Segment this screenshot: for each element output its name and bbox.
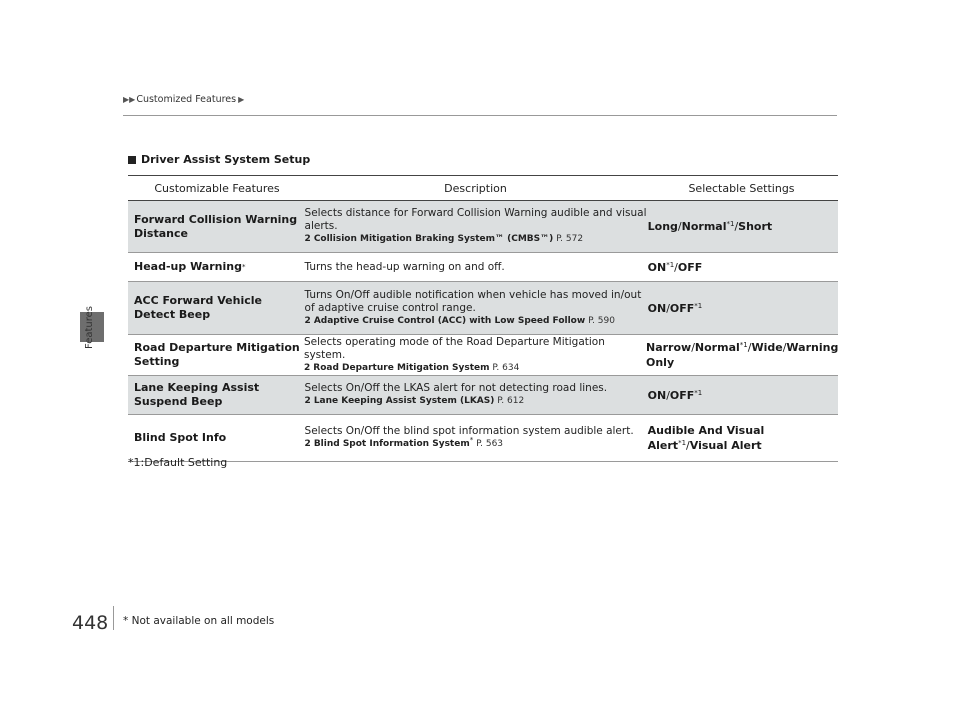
feature-name: Lane Keeping Assist Suspend Beep xyxy=(134,381,260,408)
setting-separator: / xyxy=(734,220,739,233)
feature-name: Head-up Warning * xyxy=(134,260,246,273)
reference-page: P. 590 xyxy=(588,315,615,326)
description-text: Turns On/Off audible notification when vehicle has moved in/out of adaptive cruise control range. xyxy=(304,288,642,314)
reference-page: P. 572 xyxy=(556,234,584,244)
setting-separator: / xyxy=(782,341,787,354)
table-row xyxy=(128,201,838,253)
settings-text xyxy=(648,260,703,275)
availability-mark: * xyxy=(469,436,474,444)
setting-option: OFF xyxy=(669,301,695,315)
reference-link[interactable] xyxy=(305,395,648,408)
selectable-settings xyxy=(646,335,838,375)
settings-text xyxy=(648,423,838,453)
feature-description xyxy=(305,201,648,252)
settings-text xyxy=(648,301,703,316)
table-row xyxy=(128,376,838,415)
reference-icon: 2 xyxy=(304,362,311,373)
setting-separator: / xyxy=(691,341,695,354)
section-title-text: Driver Assist System Setup xyxy=(141,153,311,166)
reference-link[interactable] xyxy=(305,438,648,451)
selectable-settings xyxy=(648,282,838,334)
setting-separator: / xyxy=(674,260,678,274)
reference-icon: 2 xyxy=(304,234,311,244)
setting-separator: / xyxy=(686,439,690,452)
feature-name-text: Head-up Warning xyxy=(134,260,242,273)
setting-option: Short xyxy=(738,220,773,233)
header-rule xyxy=(123,115,837,116)
reference-title: Road Departure Mitigation System xyxy=(313,362,490,373)
reference-icon: 2 xyxy=(304,315,311,326)
setting-option: Normal xyxy=(694,341,740,354)
selectable-settings xyxy=(648,376,838,414)
feature-description xyxy=(305,376,648,414)
table-header xyxy=(128,175,838,201)
feature-description xyxy=(305,282,648,334)
setting-option: ON xyxy=(647,388,667,402)
reference-title: Lane Keeping Assist System (LKAS) xyxy=(313,396,495,406)
breadcrumb xyxy=(123,94,245,105)
description-text: Selects distance for Forward Collision Warning audible and visual alerts. xyxy=(304,207,647,232)
setting-option: Long xyxy=(647,220,678,233)
column-header-features: Customizable Features xyxy=(154,181,280,195)
description-text: Turns the head-up warning on and off. xyxy=(304,260,505,273)
settings-table xyxy=(128,175,838,462)
default-setting-note: *1:Default Setting xyxy=(128,456,228,469)
reference-icon: 2 xyxy=(304,439,311,449)
setting-option: OFF xyxy=(669,388,695,402)
breadcrumb-link[interactable]: Customized Features xyxy=(136,94,237,105)
reference-title: Collision Mitigation Braking System™ (CMBS™) xyxy=(313,234,554,244)
feature-name: Blind Spot Info xyxy=(134,431,227,444)
column-header-settings: Selectable Settings xyxy=(688,181,795,195)
setting-separator: / xyxy=(666,301,670,315)
settings-text xyxy=(648,388,703,403)
selectable-settings xyxy=(648,415,838,461)
footnote: * Not available on all models xyxy=(123,615,275,627)
reference-title: Adaptive Cruise Control (ACC) with Low Speed Follow xyxy=(313,315,586,326)
setting-separator: / xyxy=(677,220,682,233)
default-marker: *1 xyxy=(666,260,675,269)
table-row xyxy=(128,335,838,376)
default-marker: *1 xyxy=(739,341,748,349)
reference-page: P. 563 xyxy=(476,439,504,449)
description-text: Selects On/Off the LKAS alert for not detecting road lines. xyxy=(304,382,608,394)
setting-option: ON xyxy=(647,260,667,274)
setting-option: Audible And Visual Alert xyxy=(647,424,765,452)
table-row xyxy=(128,415,838,462)
column-header-description: Description xyxy=(444,181,507,195)
selectable-settings xyxy=(648,201,838,252)
setting-option: Warning Only xyxy=(646,341,839,369)
setting-option: Wide xyxy=(751,341,783,354)
reference-page: P. 634 xyxy=(492,362,520,373)
setting-option: Narrow xyxy=(646,341,692,354)
feature-description xyxy=(305,253,648,281)
feature-name: Road Departure Mitigation Setting xyxy=(134,341,300,368)
selectable-settings xyxy=(648,253,838,281)
setting-separator: / xyxy=(747,341,752,354)
setting-option: OFF xyxy=(677,260,703,274)
default-marker: *1 xyxy=(694,301,703,310)
feature-description xyxy=(305,415,648,461)
setting-option: ON xyxy=(647,301,667,315)
footer-divider xyxy=(113,606,114,630)
setting-option: Visual Alert xyxy=(689,439,762,452)
default-marker: *1 xyxy=(694,388,703,397)
setting-separator: / xyxy=(666,388,670,402)
description-text: Selects operating mode of the Road Departure Mitigation system. xyxy=(304,335,605,361)
settings-text xyxy=(648,219,773,234)
reference-link[interactable] xyxy=(304,362,646,375)
default-marker: *1 xyxy=(678,439,687,447)
table-row xyxy=(128,253,838,282)
chapter-side-label: Features xyxy=(84,306,95,349)
default-marker: *1 xyxy=(726,220,735,228)
breadcrumb-trail-arrow-icon: ▶ xyxy=(238,95,245,104)
reference-link[interactable] xyxy=(305,315,648,328)
feature-name: ACC Forward Vehicle Detect Beep xyxy=(134,294,262,321)
settings-text xyxy=(646,340,838,370)
description-text: Selects On/Off the blind spot information system audible alert. xyxy=(304,425,634,437)
section-bullet-icon xyxy=(128,156,136,164)
table-row xyxy=(128,282,838,335)
reference-link[interactable] xyxy=(305,233,648,246)
page-number: 448 xyxy=(72,612,109,634)
feature-name: Forward Collision Warning Distance xyxy=(134,212,298,240)
breadcrumb-arrow-icon: ▶▶ xyxy=(123,95,136,104)
setting-option: Normal xyxy=(681,220,727,233)
reference-title: Blind Spot Information System xyxy=(313,439,470,449)
section-title xyxy=(128,153,310,166)
reference-icon: 2 xyxy=(304,396,311,406)
feature-description xyxy=(304,335,646,375)
reference-page: P. 612 xyxy=(497,396,525,406)
